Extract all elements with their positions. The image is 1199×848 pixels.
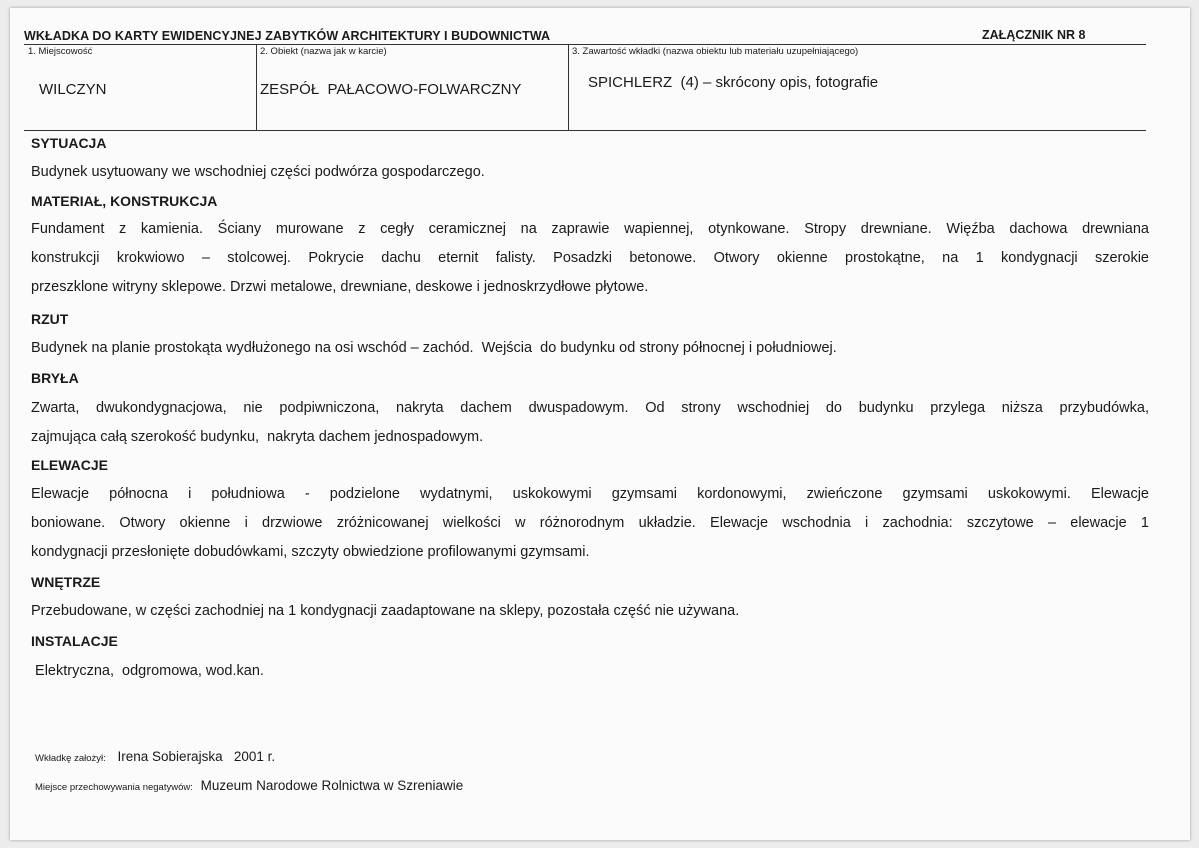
material-line: konstrukcji krokwiowo – stolcowej. Pokrycie dachu eternit falisty. Posadzki betonowe. Otwory okienne prostokątne, na 1 kondygnacji szerokie [31, 250, 1149, 266]
author-label: Wkładkę założył: [35, 753, 106, 764]
material-line: przeszklone witryny sklepowe. Drzwi metalowe, drewniane, deskowe i jednoskrzydłowe płytowe. [31, 279, 649, 295]
material-line: Fundament z kamienia. Ściany murowane z cegły ceramicznej na zaprawie wapiennej, otynkowane. Stropy drewniane. Więźba dachowa drewniana [31, 221, 1149, 237]
mass-line: zajmująca całą szerokość budynku, nakryta dachem jednospadowym. [31, 429, 484, 445]
plan-line: Budynek na planie prostokąta wydłużonego na osi wschód – zachód. Wejścia do budynku od strony północnej i południowej. [31, 340, 837, 356]
field-divider-1 [256, 44, 257, 130]
plan-text [31, 334, 1149, 363]
material-text [31, 215, 1149, 302]
content-label: 3. Zawartość wkładki (nazwa obiektu lub materiału uzupełniającego) [572, 46, 859, 57]
storage-label: Miejsce przechowywania negatywów: [35, 782, 193, 793]
place-label: 1. Miejscowość [28, 46, 93, 57]
annex-number: ZAŁĄCZNIK NR 8 [982, 28, 1086, 42]
elevations-text [31, 480, 1149, 567]
interior-heading: WNĘTRZE [31, 574, 101, 590]
interior-text [31, 597, 1149, 626]
material-heading: MATERIAŁ, KONSTRUKCJA [31, 193, 218, 209]
document-title: WKŁADKA DO KARTY EWIDENCYJNEJ ZABYTKÓW ARCHITEKTURY I BUDOWNICTWA [24, 29, 551, 43]
field-divider-2 [568, 44, 569, 130]
storage-line [35, 778, 463, 793]
installations-heading: INSTALACJE [31, 633, 118, 649]
content-value: SPICHLERZ (4) – skrócony opis, fotografie [588, 74, 879, 91]
elevations-line: kondygnacji przesłonięte dobudówkami, szczyty obwiedzione profilowanymi gzymsami. [31, 544, 590, 560]
object-label: 2. Obiekt (nazwa jak w karcie) [260, 46, 387, 57]
plan-heading: RZUT [31, 311, 69, 327]
installations-text [31, 657, 1149, 686]
elevations-heading: ELEWACJE [31, 457, 109, 473]
mass-line: Zwarta, dwukondygnacjowa, nie podpiwniczona, nakryta dachem dwuspadowym. Od strony wschodniej do budynku przylega niższa przybudówka, [31, 400, 1149, 416]
author-line [35, 749, 275, 764]
situation-text [31, 158, 1149, 187]
mass-heading: BRYŁA [31, 370, 79, 386]
interior-line: Przebudowane, w części zachodniej na 1 kondygnacji zaadaptowane na sklepy, pozostała część nie używana. [31, 603, 740, 619]
header-top-rule [24, 44, 1146, 45]
mass-text [31, 394, 1149, 452]
object-value: ZESPÓŁ PAŁACOWO-FOLWARCZNY [260, 81, 522, 98]
author-value: Irena Sobierajska 2001 r. [117, 749, 276, 764]
installations-line: Elektryczna, odgromowa, wod.kan. [31, 663, 264, 679]
storage-value: Muzeum Narodowe Rolnictwa w Szreniawie [200, 778, 464, 793]
place-value: WILCZYN [39, 81, 107, 98]
situation-line: Budynek usytuowany we wschodniej części podwórza gospodarczego. [31, 164, 485, 180]
elevations-line: boniowane. Otwory okienne i drzwiowe zróżnicowanej wielkości w różnorodnym układzie. Elewacje wschodnia i zachodnia: szczytowe – elewacje 1 [31, 515, 1149, 531]
header-bottom-rule [24, 130, 1146, 131]
elevations-line: Elewacje północna i południowa - podzielone wydatnymi, uskokowymi gzymsami kordonowymi, zwieńczone gzymsami uskokowymi. Elewacje [31, 486, 1149, 502]
situation-heading: SYTUACJA [31, 135, 107, 151]
